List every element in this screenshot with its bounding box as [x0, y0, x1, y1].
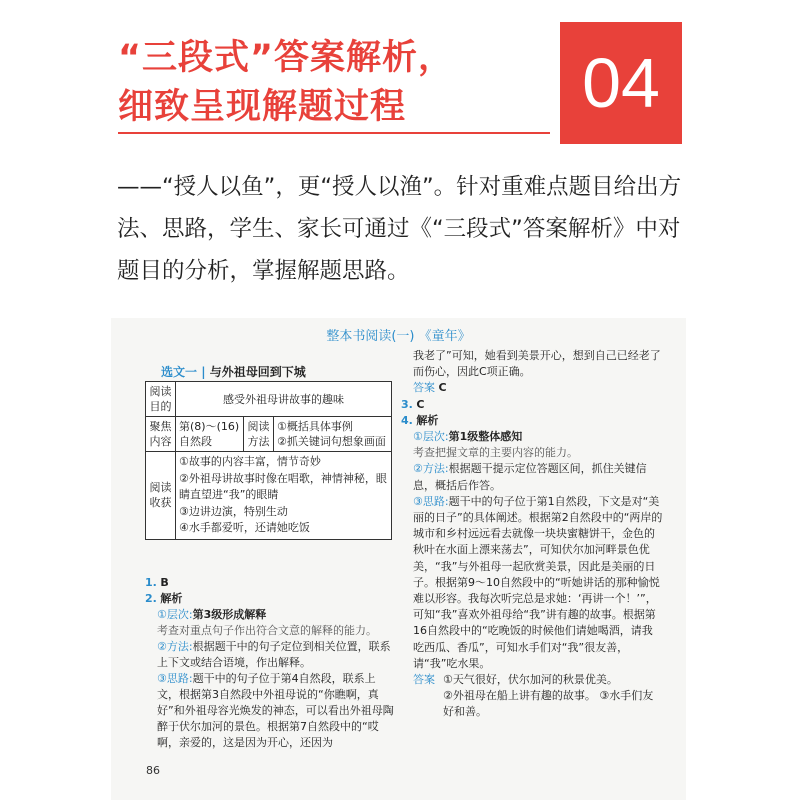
continued-answer	[401, 380, 663, 396]
level-description: 考查把握文章的主要内容的能力。	[413, 446, 578, 460]
selection-tag: 选文一	[161, 365, 198, 379]
headline-underline	[118, 132, 550, 134]
headline-line-1: “三段式”答案解析，	[118, 38, 455, 78]
table-label-method: 阅读方法	[244, 417, 274, 452]
idea-text: 题干中的句子位于第4自然段，联系上文，根据第3自然段中外祖母说的“你瞧啊，真好”和外祖母容光焕发的神态，可以看出外祖母陶醉于伏尔加河的景色。根据第7自然段中的“哎啊，亲爱的，这是因为开心，还因为	[157, 672, 394, 749]
level-description: 考查对重点句子作出符合文意的解释的能力。	[157, 624, 377, 637]
table-label-gain: 阅读收获	[146, 452, 176, 540]
selection-heading	[161, 363, 306, 380]
selection-separator: |	[201, 365, 206, 379]
gain-item: ④水手都爱听，还请她吃饭	[179, 521, 310, 534]
idea-label: ③思路:	[413, 494, 449, 508]
answer-value: C	[416, 397, 425, 411]
analysis-label: 解析	[160, 592, 183, 605]
answers-right-column	[401, 348, 663, 721]
continued-text: 我老了”可知，她看到美景开心，想到自己已经老了而伤心，因此C项正确。	[413, 349, 661, 379]
method-label: ②方法:	[157, 640, 193, 653]
table-label-purpose: 阅读目的	[146, 382, 176, 417]
answer-label: 答案	[413, 673, 435, 687]
table-value-focus: 第(8)～(16)自然段	[176, 417, 244, 452]
table-value-method	[274, 417, 392, 452]
page-number: 86	[146, 764, 160, 777]
table-label-focus: 聚焦内容	[146, 417, 176, 452]
question-number: 2.	[145, 592, 157, 605]
idea-text: 题干中的句子位于第1自然段，下文是对“美丽的日子”的具体阐述。根据第2自然段中的“两岸的城市和乡村远远看去就像一块块蜜糖饼干，金色的秋叶在水面上漂来荡去”，可知伏尔加河畔景色优美，“我”与外祖母一起欣赏美景，因此是美丽的日子。根据第9～10自然段中的“听她讲话的那种愉悦难以形容。我每次听完总是求她：‘再讲一个！’”，可知“我”喜欢外祖母给“我”讲有趣的故事。根据第16自然段中的“吃晚饭的时候他们请她喝酒，请我吃西瓜、香瓜”，可知水手们对“我”很友善，请“我”吃水果。	[413, 494, 663, 670]
level-label: ①层次:	[157, 608, 193, 621]
answer-value: B	[160, 576, 169, 589]
gain-item: ②外祖母讲故事时像在唱歌，神情神秘，眼睛直望进“我”的眼睛	[179, 471, 387, 501]
gain-item: ③边讲边演，特别生动	[179, 504, 288, 518]
book-title: 整本书阅读(一) 《童年》	[326, 329, 471, 344]
analysis-level	[145, 607, 395, 623]
question-1	[145, 575, 395, 591]
gain-item: ①故事的内容丰富，情节奇妙	[179, 455, 321, 468]
question-number: 3.	[401, 397, 413, 411]
table-value-purpose: 感受外祖母讲故事的趣味	[176, 382, 392, 417]
analysis-level	[401, 429, 663, 445]
headline	[118, 34, 558, 132]
method-item: ②抓关键词句想象画面	[277, 435, 386, 448]
analysis-idea	[145, 671, 395, 751]
method-text: 根据题干提示定位答题区间，抓住关键信息，概括后作答。	[413, 462, 647, 492]
answer-point: ③水手们友好和善。	[443, 689, 654, 719]
analysis-method	[401, 461, 663, 493]
answer-value: C	[438, 381, 447, 395]
answers-left-column	[145, 575, 395, 751]
answer-label: 答案	[413, 381, 435, 395]
question-number: 4.	[401, 413, 413, 427]
intro-paragraph: ——“授人以鱼”，更“授人以渔”。针对重难点题目给出方法、思路，学生、家长可通过《“三段式”答案解析》中对题目的分析，掌握解题思路。	[117, 174, 682, 284]
headline-line-2: 细致呈现解题过程	[118, 87, 407, 127]
question-number: 1.	[145, 576, 157, 589]
reading-guide-table	[145, 381, 392, 540]
final-answer	[401, 672, 663, 721]
level-text: 第3级形成解释	[192, 608, 267, 621]
method-item: ①概括具体事例	[277, 420, 353, 433]
analysis-method	[145, 639, 395, 671]
level-text: 第1级整体感知	[448, 430, 523, 444]
level-label: ①层次:	[413, 430, 449, 444]
sample-page	[111, 318, 686, 800]
answer-body	[443, 672, 663, 721]
selection-title: 与外祖母回到下城	[209, 365, 306, 379]
analysis-label: 解析	[416, 413, 439, 427]
analysis-idea	[401, 494, 663, 672]
question-2	[145, 591, 395, 607]
answer-point: ①天气很好，伏尔加河的秋景优美。	[443, 673, 618, 687]
table-value-gain	[176, 452, 392, 540]
method-text: 根据题干中的句子定位到相关位置，联系上下文或结合语境，作出解释。	[157, 640, 391, 669]
idea-label: ③思路:	[157, 672, 193, 685]
method-label: ②方法:	[413, 462, 449, 476]
question-4	[401, 413, 663, 429]
answer-point: ②外祖母在船上讲有趣的故事。	[443, 689, 596, 703]
section-number-badge: 04	[560, 22, 682, 144]
question-3	[401, 397, 663, 413]
